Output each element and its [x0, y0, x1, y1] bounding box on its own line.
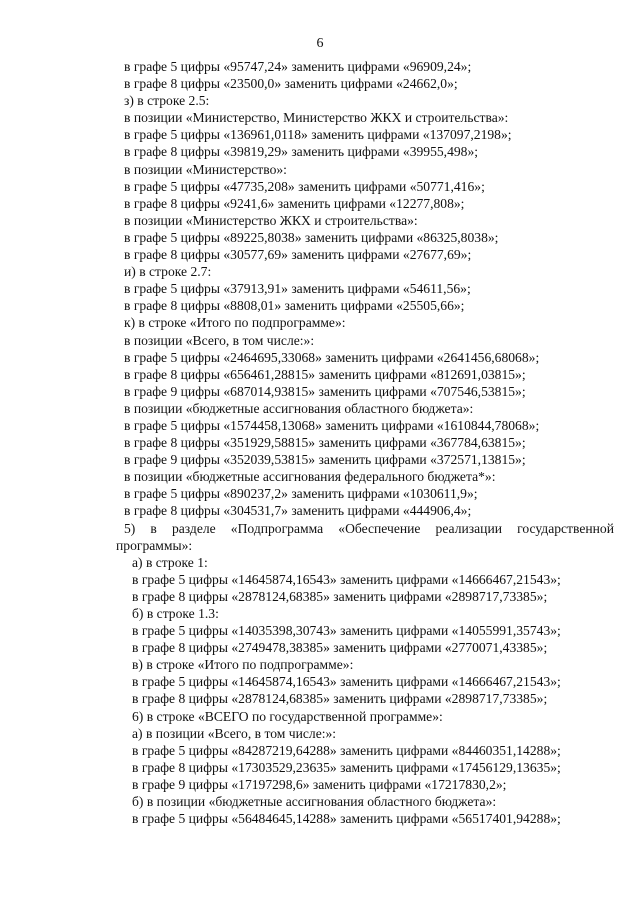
text-line: в графе 9 цифры «352039,53815» заменить цифрами «372571,13815»; [124, 452, 526, 468]
text-line: в графе 8 цифры «656461,28815» заменить цифрами «812691,03815»; [124, 366, 526, 382]
text-line: в графе 8 цифры «2878124,68385» заменить цифрами «2898717,73385»; [132, 691, 548, 707]
text-line: в графе 5 цифры «37913,91» заменить цифрами «54611,56»; [124, 281, 471, 297]
text-line: в графе 5 цифры «84287219,64288» заменить цифрами «84460351,14288»; [132, 742, 561, 758]
text-line: в позиции «бюджетные ассигнования федерального бюджета*»: [124, 469, 496, 485]
text-line: в позиции «Министерство ЖКХ и строительства»: [124, 212, 418, 228]
text-line: в графе 8 цифры «8808,01» заменить цифрами «25505,66»; [124, 298, 465, 314]
text-line: в графе 5 цифры «56484645,14288» заменить цифрами «56517401,94288»; [132, 811, 561, 827]
text-line: в графе 9 цифры «687014,93815» заменить цифрами «707546,53815»; [124, 383, 526, 399]
text-line: в графе 8 цифры «2878124,68385» заменить цифрами «2898717,73385»; [132, 588, 548, 604]
text-line: в графе 8 цифры «351929,58815» заменить цифрами «367784,63815»; [124, 435, 526, 451]
text-line: в графе 5 цифры «14645874,16543» заменить цифрами «14666467,21543»; [132, 674, 561, 690]
text-line: 6) в строке «ВСЕГО по государственной программе»: [132, 708, 443, 724]
paragraph-5: 5) в разделе «Подпрограмма «Обеспечение реализации государственной программы»: [116, 520, 614, 553]
text-line: в графе 5 цифры «14035398,30743» заменить цифрами «14055991,35743»; [132, 623, 561, 639]
text-line: в графе 8 цифры «304531,7» заменить цифрами «444906,4»; [124, 503, 472, 519]
text-line: а) в строке 1: [132, 554, 208, 570]
text-line: в графе 8 цифры «9241,6» заменить цифрами «12277,808»; [124, 195, 465, 211]
text-line: в графе 9 цифры «17197298,6» заменить цифрами «17217830,2»; [132, 776, 507, 792]
text-line: з) в строке 2.5: [124, 93, 210, 109]
text-line: в позиции «Министерство»: [124, 161, 287, 177]
text-line: в графе 8 цифры «2749478,38385» заменить цифрами «2770071,43385»; [132, 640, 548, 656]
text-line: в графе 5 цифры «47735,208» заменить цифрами «50771,416»; [124, 178, 485, 194]
text-line: в графе 5 цифры «890237,2» заменить цифрами «1030611,9»; [124, 486, 478, 502]
text-line: в позиции «Министерство, Министерство ЖКХ и строительства»: [124, 110, 509, 126]
text-line: в графе 5 цифры «14645874,16543» заменить цифрами «14666467,21543»; [132, 571, 561, 587]
text-line: в графе 5 цифры «136961,0118» заменить цифрами «137097,2198»; [124, 127, 512, 143]
text-line: в графе 5 цифры «2464695,33068» заменить цифрами «2641456,68068»; [124, 349, 540, 365]
text-line: в графе 8 цифры «30577,69» заменить цифрами «27677,69»; [124, 247, 472, 263]
text-line: и) в строке 2.7: [124, 264, 212, 280]
text-line: а) в позиции «Всего, в том числе:»: [132, 725, 337, 741]
text-line: в графе 5 цифры «89225,8038» заменить цифрами «86325,8038»; [124, 229, 499, 245]
text-line: в позиции «Всего, в том числе:»: [124, 332, 315, 348]
text-line: в графе 8 цифры «39819,29» заменить цифрами «39955,498»; [124, 144, 479, 160]
document-body [116, 58, 614, 827]
text-line: в) в строке «Итого по подпрограмме»: [132, 657, 354, 673]
text-line: в графе 8 цифры «17303529,23635» заменить цифрами «17456129,13635»; [132, 759, 561, 775]
text-line: б) в строке 1.3: [132, 606, 219, 621]
text-line: в графе 5 цифры «95747,24» заменить цифрами «96909,24»; [124, 59, 472, 74]
text-line: в графе 8 цифры «23500,0» заменить цифрами «24662,0»; [124, 76, 458, 92]
text-line: в позиции «бюджетные ассигнования областного бюджета»: [124, 400, 474, 416]
text-line: в графе 5 цифры «1574458,13068» заменить цифрами «1610844,78068»; [124, 417, 540, 433]
text-line: б) в позиции «бюджетные ассигнования областного бюджета»: [132, 794, 497, 810]
page-number: 6 [316, 36, 324, 51]
text-line: к) в строке «Итого по подпрограмме»: [124, 315, 346, 331]
